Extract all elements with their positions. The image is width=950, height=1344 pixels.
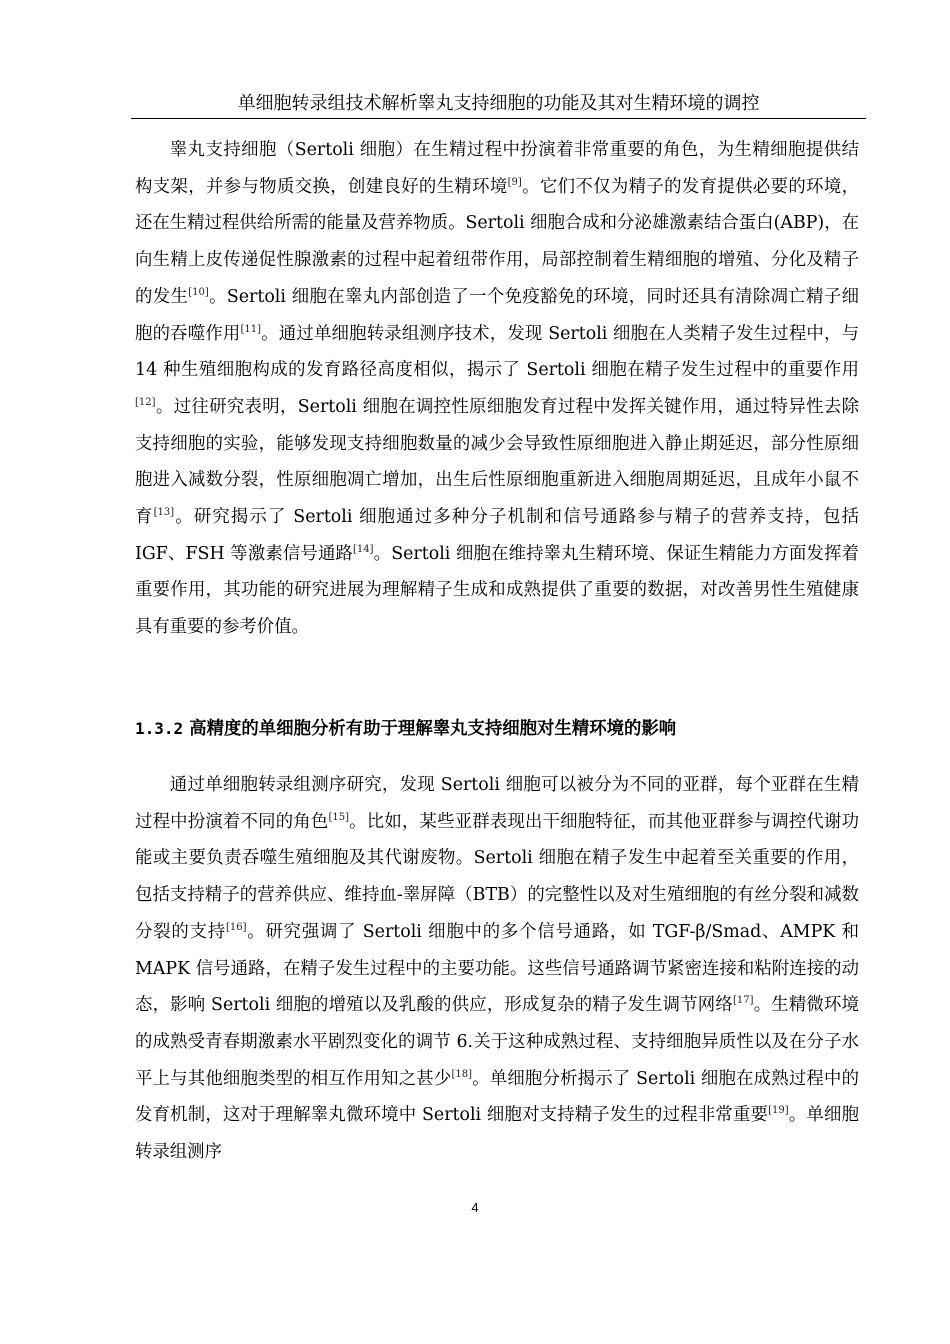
citation: [13] bbox=[153, 507, 175, 519]
citation: [9] bbox=[507, 176, 522, 188]
text-run: 。研究揭示了 Sertoli 细胞通过多种分子机制和信号通路参与精子的营养支持，包括 IGF、FSH 等激素信号通路 bbox=[135, 507, 859, 564]
citation: [17] bbox=[732, 995, 754, 1007]
citation: [15] bbox=[328, 811, 349, 823]
text-run: 。单细胞转录组测序 bbox=[135, 1105, 859, 1163]
section-heading bbox=[135, 715, 859, 743]
citation: [10] bbox=[188, 286, 209, 298]
text-run: 。生精微环境的成熟受青春期激素水平剧烈变化的调节 6.关于这种成熟过程、支持细胞异质性以及在分子水平上与其他细胞类型的相互作用知之甚少 bbox=[135, 995, 859, 1089]
citation: [16] bbox=[225, 921, 247, 933]
text-run: 。研究强调了 Sertoli 细胞中的多个信号通路，如 TGF-β/Smad、AMPK 和 MAPK 信号通路，在精子发生过程中的主要功能。这些信号通路调节紧密连接和粘附连接的动态，影响 Sertoli 细胞的增殖以及乳酸的供应，形成复杂的精子发生调节网络 bbox=[135, 921, 859, 1016]
citation: [12] bbox=[135, 396, 156, 408]
page-number: 4 bbox=[471, 1200, 479, 1215]
paragraph-single-cell-analysis bbox=[135, 767, 859, 1171]
running-header: 单细胞转录组技术解析睾丸支持细胞的功能及其对生精环境的调控 bbox=[237, 93, 760, 114]
text-run: 。通过单细胞转录组测序技术，发现 Sertoli 细胞在人类精子发生过程中，与 14 种生殖细胞构成的发育路径高度相似，揭示了 Sertoli 细胞在精子发生过程中的重要作用 bbox=[135, 323, 859, 381]
text-run: 。比如，某些亚群表现出干细胞特征，而其他亚群参与调控代谢功能或主要负责吞噬生殖细胞及其代谢废物。Sertoli 细胞在精子发生中起着至关重要的作用，包括支持精子的营养供应、维持血-睾屏障（BTB）的完整性以及对生殖细胞的有丝分裂和减数分裂的支持 bbox=[135, 811, 859, 942]
text-run: 通过单细胞转录组测序研究，发现 Sertoli 细胞可以被分为不同的亚群，每个亚群在生精过程中扮演着不同的角色 bbox=[135, 775, 859, 832]
paragraph-sertoli-functions bbox=[135, 132, 859, 646]
text-run: 睾丸支持细胞（Sertoli 细胞）在生精过程中扮演着非常重要的角色，为生精细胞提供结构支架，并参与物质交换，创建良好的生精环境 bbox=[135, 140, 859, 197]
header-rule bbox=[131, 118, 866, 119]
citation: [19] bbox=[768, 1105, 789, 1117]
text-run: 。Sertoli 细胞在维持睾丸生精环境、保证生精能力方面发挥着重要作用，其功能的研究进展为理解精子生成和成熟提供了重要的数据，对改善男性生殖健康具有重要的参考价值。 bbox=[135, 543, 859, 638]
text-run: 。Sertoli 细胞在睾丸内部创造了一个免疫豁免的环境，同时还具有清除凋亡精子细胞的吞噬作用 bbox=[135, 286, 859, 344]
section-number: 1.3.2 bbox=[135, 719, 184, 738]
text-run: 。过往研究表明，Sertoli 细胞在调控性原细胞发育过程中发挥关键作用，通过特异性去除支持细胞的实验，能够发现支持细胞数量的减少会导致性原细胞进入静止期延迟，部分性原细胞进入减数分裂，性原细胞凋亡增加，出生后性原细胞重新进入细胞周期延迟，且成年小鼠不育 bbox=[135, 396, 859, 528]
citation: [18] bbox=[451, 1068, 472, 1080]
text-run: 。它们不仅为精子的发育提供必要的环境，还在生精过程供给所需的能量及营养物质。Sertoli 细胞合成和分泌雄激素结合蛋白(ABP)，在向生精上皮传递促性腺激素的过程中起着纽带作用，局部控制着生精细胞的增殖、分化及精子的发生 bbox=[135, 176, 859, 307]
section-title: 高精度的单细胞分析有助于理解睾丸支持细胞对生精环境的影响 bbox=[189, 719, 677, 739]
citation: [11] bbox=[240, 323, 262, 335]
text-run: 。单细胞分析揭示了 Sertoli 细胞在成熟过程中的发育机制，这对于理解睾丸微环境中 Sertoli 细胞对支持精子发生的过程非常重要 bbox=[135, 1068, 859, 1126]
citation: [14] bbox=[353, 543, 374, 555]
